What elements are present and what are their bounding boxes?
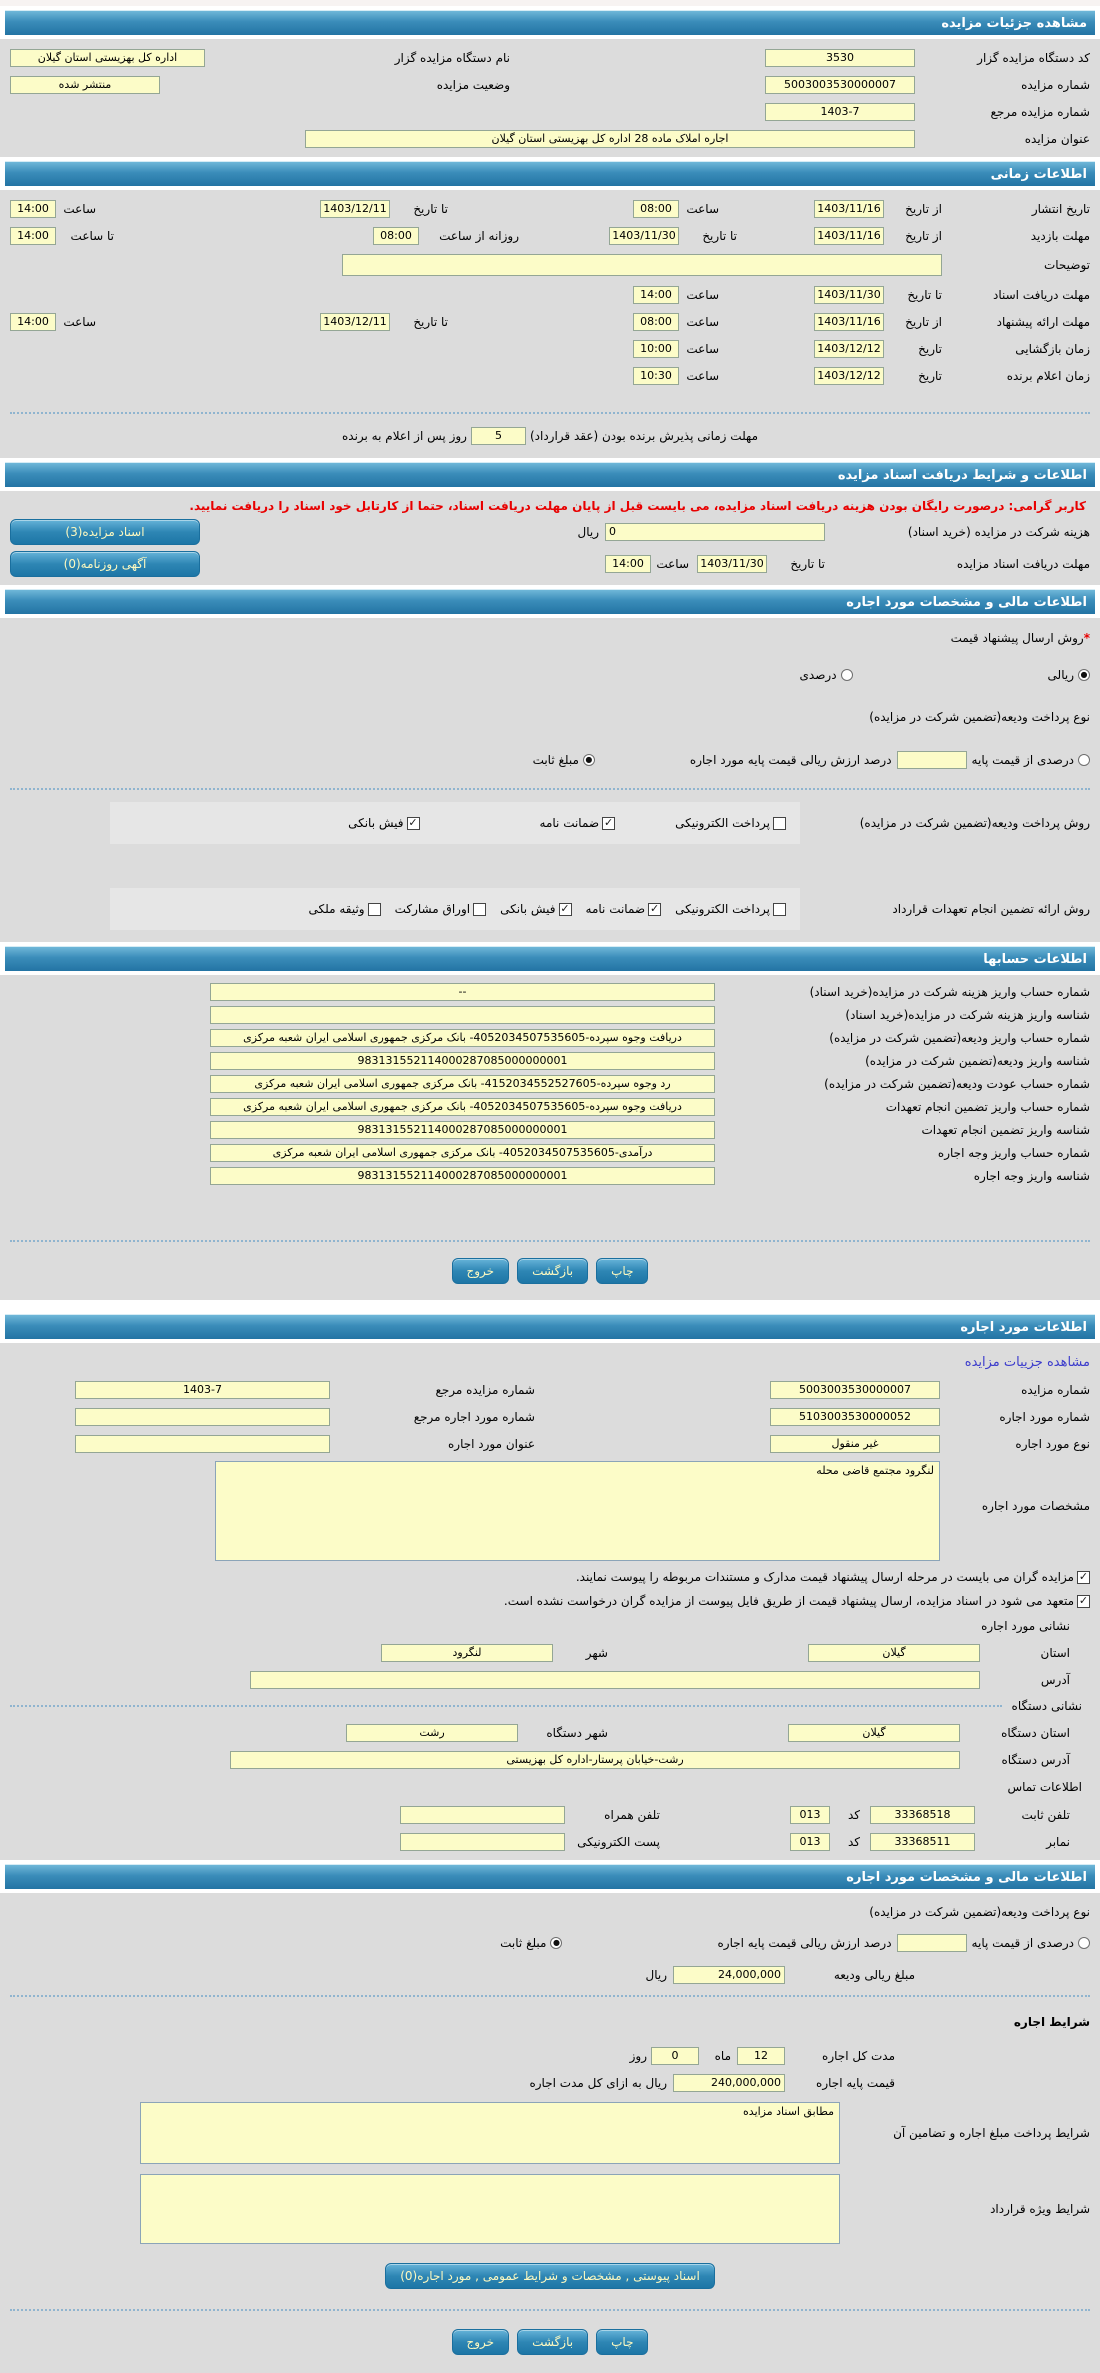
perf-bank-slip-label: فیش بانکی bbox=[500, 902, 556, 916]
agency-name-label: نام دستگاه مزایده گزار bbox=[394, 50, 510, 65]
duration-months-input[interactable]: 12 bbox=[737, 2047, 785, 2065]
from-date-label: از تاریخ bbox=[905, 228, 942, 243]
account-row-input[interactable]: 983131552114000287085000000001 bbox=[210, 1121, 715, 1139]
mobile-input[interactable] bbox=[400, 1806, 565, 1824]
account-row-label: شماره حساب واریز ودیعه(تضمین شرکت در مزایده) bbox=[829, 1030, 1090, 1045]
item-deposit-type-label: نوع پرداخت ودیعه(تضمین شرکت در مزایده) bbox=[869, 1905, 1090, 1919]
warning-text: کاربر گرامی: درصورت رایگان بودن هزینه دریافت اسناد مزایده، می بایست قبل از پایان مهلت دریافت اسناد، حتما از کارتابل خود اسناد را دریافت نمایید. bbox=[189, 499, 1086, 513]
deposit-pay-method-group bbox=[110, 802, 800, 844]
section-header-auction-details bbox=[5, 10, 1095, 35]
to-hour-label: تا ساعت bbox=[70, 228, 114, 243]
visit-to-date-input[interactable]: 1403/11/30 bbox=[609, 227, 679, 245]
account-row-input[interactable]: دریافت وجوه سپرده-4052034507535605- بانک مرکزی جمهوری اسلامی ایران شعبه مرکزی bbox=[210, 1029, 715, 1047]
ref-no-input[interactable]: 1403-7 bbox=[765, 103, 915, 121]
offer-to-time-input[interactable]: 14:00 bbox=[10, 313, 56, 331]
publish-to-time-input[interactable]: 14:00 bbox=[10, 200, 56, 218]
hour-label: ساعت bbox=[656, 557, 689, 571]
agency-city-input[interactable]: رشت bbox=[346, 1724, 518, 1742]
accounts-title: اطلاعات حسابها bbox=[983, 951, 1087, 967]
page-title: مشاهده جزئیات مزایده bbox=[941, 15, 1087, 31]
account-row bbox=[10, 1164, 1090, 1187]
province-label: استان bbox=[1040, 1645, 1070, 1660]
account-row-input[interactable]: دریافت وجوه سپرده-4052034507535605- بانک مرکزی جمهوری اسلامی ایران شعبه مرکزی bbox=[210, 1098, 715, 1116]
epay-checkbox[interactable] bbox=[773, 817, 786, 830]
percent-of-base-radio[interactable] bbox=[1078, 754, 1090, 766]
winner-label: زمان اعلام برنده bbox=[1006, 368, 1090, 383]
visit-daily-to-input[interactable]: 14:00 bbox=[10, 227, 56, 245]
duration-label: مدت کل اجاره bbox=[822, 2048, 895, 2063]
section-gap bbox=[0, 1300, 1100, 1310]
item-percent-radio[interactable] bbox=[1078, 1937, 1090, 1949]
confirm-no-file-checkbox[interactable]: ✓ bbox=[1078, 1594, 1089, 1607]
doc-deadline-time-input[interactable]: 14:00 bbox=[605, 555, 651, 573]
account-row-label: شناسه واریز تضمین انجام تعهدات bbox=[921, 1122, 1090, 1137]
item-type-label: نوع مورد اجاره bbox=[1015, 1436, 1090, 1451]
perf-epay-checkbox[interactable] bbox=[773, 903, 786, 916]
time-info-title: اطلاعات زمانی bbox=[990, 166, 1087, 182]
time-info-body bbox=[0, 190, 1100, 458]
mobile-label: تلفن همراه bbox=[604, 1807, 660, 1822]
view-auction-details-link[interactable]: مشاهده جزییات مزایده bbox=[964, 1354, 1090, 1370]
account-row-input[interactable]: درآمدی-4052034507535605- بانک مرکزی جمهوری اسلامی ایران شعبه مرکزی bbox=[210, 1144, 715, 1162]
section-doc-terms bbox=[0, 458, 1100, 491]
code-label: کد bbox=[847, 1807, 860, 1822]
item-type-input[interactable]: غیر منقول bbox=[770, 1435, 940, 1453]
accounts-body bbox=[0, 975, 1100, 1300]
base-price-input[interactable]: 240,000,000 bbox=[673, 2074, 785, 2092]
section-header-accounts bbox=[5, 946, 1095, 971]
section-header-time-info bbox=[5, 161, 1095, 186]
fax-label: نمابر bbox=[1046, 1834, 1070, 1849]
financial-info-title: اطلاعات مالی و مشخصات مورد اجاره bbox=[846, 594, 1087, 610]
offer-from-time-input[interactable]: 08:00 bbox=[633, 313, 679, 331]
percent-radio-label: درصدی bbox=[799, 668, 837, 682]
auction-details-body bbox=[0, 39, 1100, 157]
agency-code-label: کد دستگاه مزایده گزار bbox=[977, 50, 1090, 65]
city-label: شهر bbox=[585, 1645, 608, 1660]
print-button[interactable]: چاپ bbox=[596, 2329, 648, 2355]
account-row-input[interactable]: رد وجوه سپرده-4152034552527605- بانک مرکزی جمهوری اسلامی ایران شعبه مرکزی bbox=[210, 1075, 715, 1093]
agency-code-input[interactable]: 3530 bbox=[765, 49, 915, 67]
agency-province-label: استان دستگاه bbox=[1001, 1725, 1070, 1740]
agency-address-label: آدرس دستگاه bbox=[1001, 1752, 1070, 1767]
divider bbox=[10, 1705, 1002, 1707]
perf-bank-slip-checkbox[interactable]: ✓ bbox=[560, 902, 570, 915]
account-row-label: شناسه واریز وجه اجاره bbox=[973, 1168, 1090, 1183]
email-label: پست الکترونیکی bbox=[577, 1834, 660, 1849]
item-percent-of-base-label: درصدی از قیمت پایه bbox=[971, 1936, 1074, 1950]
auction-title-label: عنوان مزایده bbox=[1024, 131, 1090, 146]
exit-button[interactable]: خروج bbox=[452, 2329, 510, 2355]
newspaper-ads-button[interactable]: آگهی روزنامه(0) bbox=[10, 551, 200, 577]
status-label: وضعیت مزایده bbox=[436, 77, 510, 92]
section-header-doc-terms bbox=[5, 462, 1095, 487]
account-row bbox=[10, 1003, 1090, 1026]
item-no-input[interactable]: 5103003530000052 bbox=[770, 1408, 940, 1426]
to-date-label: تا تاریخ bbox=[702, 228, 737, 243]
hour-label: ساعت bbox=[686, 287, 719, 302]
account-row bbox=[10, 980, 1090, 1003]
item-auction-no-input[interactable]: 5003003530000007 bbox=[770, 1381, 940, 1399]
performance-guarantee-group bbox=[110, 888, 800, 930]
item-title-label: عنوان مورد اجاره bbox=[447, 1436, 535, 1451]
confirm-docs-label: مزایده گران می بایست در مرحله ارسال پیشنهاد قیمت مدارک و مستندات مربوطه را پیوست نمایند. bbox=[575, 1570, 1074, 1584]
special-terms-label: شرایط ویژه قرارداد bbox=[990, 2202, 1090, 2216]
base-price-suffix-label: ریال به ازای کل مدت اجاره bbox=[529, 2075, 667, 2090]
rial-unit-label: ریال bbox=[577, 525, 599, 539]
item-no-label: شماره مورد اجاره bbox=[999, 1409, 1090, 1424]
opening-label: زمان بازگشایی bbox=[1015, 341, 1090, 356]
price-method-label: روش ارسال پیشنهاد قیمت bbox=[950, 631, 1084, 645]
day-label: روز bbox=[629, 2048, 647, 2063]
email-input[interactable] bbox=[400, 1833, 565, 1851]
fax-input[interactable]: 33368511 bbox=[870, 1833, 975, 1851]
docs-deadline-label: مهلت دریافت اسناد bbox=[992, 287, 1090, 302]
estate-collateral-label: وثیقه ملکی bbox=[308, 902, 365, 916]
winner-time-input[interactable]: 10:30 bbox=[633, 367, 679, 385]
doc-terms-title: اطلاعات و شرایط دریافت اسناد مزایده bbox=[837, 467, 1087, 483]
phone-label: تلفن ثابت bbox=[1021, 1807, 1070, 1822]
account-row bbox=[10, 1049, 1090, 1072]
guarantee-checkbox[interactable]: ✓ bbox=[603, 816, 614, 829]
visit-from-date-input[interactable]: 1403/11/16 bbox=[814, 227, 884, 245]
status-input[interactable]: منتشر شده bbox=[10, 76, 160, 94]
perf-guarantee-label: ضمانت نامه bbox=[585, 902, 646, 916]
auction-title-input[interactable]: اجاره املاک ماده 28 اداره کل بهزیستی استان گیلان bbox=[305, 130, 915, 148]
divider bbox=[10, 2309, 1090, 2311]
rial-radio[interactable]: ● bbox=[1078, 669, 1090, 681]
percent-radio[interactable] bbox=[841, 669, 853, 681]
rial-radio-label: ریالی bbox=[1047, 668, 1074, 682]
confirm-docs-checkbox[interactable]: ✓ bbox=[1078, 1570, 1089, 1583]
account-row-input[interactable]: 983131552114000287085000000001 bbox=[210, 1167, 715, 1185]
publish-from-time-input[interactable]: 08:00 bbox=[633, 200, 679, 218]
to-date-label: تا تاریخ bbox=[790, 557, 825, 571]
special-terms-textarea[interactable] bbox=[140, 2174, 840, 2244]
attachments-button[interactable]: اسناد پیوستی , مشخصات و شرایط عمومی , مورد اجاره(0) bbox=[385, 2263, 715, 2289]
daily-from-label: روزانه از ساعت bbox=[439, 228, 519, 243]
item-fixed-label: مبلغ ثابت bbox=[500, 1936, 547, 1950]
rial-label: ریال bbox=[645, 1968, 667, 1982]
rental-item-body bbox=[0, 1343, 1100, 1860]
desc-label: توضیحات bbox=[1043, 258, 1090, 272]
hour-label: ساعت bbox=[63, 314, 96, 329]
account-row bbox=[10, 1141, 1090, 1164]
date-label: تاریخ bbox=[918, 368, 942, 383]
item-ref-input[interactable] bbox=[75, 1408, 330, 1426]
performance-guarantee-label: روش ارائه تضمین انجام تعهدات قرارداد bbox=[892, 902, 1090, 916]
deposit-type-label: نوع پرداخت ودیعه(تضمین شرکت در مزایده) bbox=[869, 710, 1090, 724]
item-title-input[interactable] bbox=[75, 1435, 330, 1453]
fax-code-input[interactable]: 013 bbox=[790, 1833, 830, 1851]
item-auction-no-label: شماره مزایده bbox=[1021, 1382, 1090, 1397]
to-date-label: تا تاریخ bbox=[413, 201, 448, 216]
visit-label: مهلت بازدید bbox=[1030, 228, 1090, 243]
bank-slip-label: فیش بانکی bbox=[348, 816, 404, 830]
divider bbox=[10, 1240, 1090, 1242]
account-row bbox=[10, 1118, 1090, 1141]
percent-suffix-label: درصد ارزش ریالی قیمت پایه مورد اجاره bbox=[689, 753, 892, 767]
agency-name-input[interactable]: اداره کل بهزیستی استان گیلان bbox=[10, 49, 205, 67]
phone-code-input[interactable]: 013 bbox=[790, 1806, 830, 1824]
from-date-label: از تاریخ bbox=[905, 201, 942, 216]
financial-info-body bbox=[0, 618, 1100, 942]
offer-to-date-input[interactable]: 1403/12/11 bbox=[320, 313, 390, 331]
exit-button[interactable]: خروج bbox=[452, 1258, 510, 1284]
item-ref-no-label: شماره مزایده مرجع bbox=[435, 1382, 535, 1397]
duration-days-input[interactable]: 0 bbox=[651, 2047, 699, 2065]
offer-label: مهلت ارائه پیشنهاد bbox=[996, 314, 1090, 329]
section-header-item-financial bbox=[5, 1864, 1095, 1889]
back-button[interactable]: بازگشت bbox=[517, 2329, 588, 2355]
from-date-label: از تاریخ bbox=[905, 314, 942, 329]
confirm-no-file-label: متعهد می شود در اسناد مزایده، ارسال پیشنهاد قیمت از طریق فایل پیوست از مزایده گران درخواست نشده است. bbox=[503, 1594, 1074, 1608]
opening-date-input[interactable]: 1403/12/12 bbox=[814, 340, 884, 358]
agency-province-input[interactable]: گیلان bbox=[788, 1724, 960, 1742]
deposit-amount-label: مبلغ ریالی ودیعه bbox=[833, 1968, 915, 1982]
hour-label: ساعت bbox=[686, 201, 719, 216]
to-date-label: تا تاریخ bbox=[907, 287, 942, 302]
publish-from-date-input[interactable]: 1403/11/16 bbox=[814, 200, 884, 218]
bonds-checkbox[interactable] bbox=[473, 903, 486, 916]
code-label: کد bbox=[847, 1834, 860, 1849]
item-fixed-radio[interactable]: ● bbox=[550, 1937, 562, 1949]
agency-address-title: نشانی دستگاه bbox=[1011, 1699, 1082, 1713]
rental-item-title: اطلاعات مورد اجاره bbox=[960, 1319, 1087, 1335]
back-button[interactable]: بازگشت bbox=[517, 1258, 588, 1284]
item-specs-textarea[interactable]: لنگرود مجتمع قاضی محله bbox=[215, 1461, 940, 1561]
account-row-label: شماره حساب واریز وجه اجاره bbox=[937, 1145, 1090, 1160]
opening-time-input[interactable]: 10:00 bbox=[633, 340, 679, 358]
publish-to-date-input[interactable]: 1403/12/11 bbox=[320, 200, 390, 218]
fee-label: هزینه شرکت در مزایده (خرید اسناد) bbox=[907, 525, 1090, 539]
account-row-label: شناسه واریز هزینه شرکت در مزایده(خرید اسناد) bbox=[845, 1007, 1090, 1022]
address-label: آدرس bbox=[1040, 1672, 1070, 1687]
accept-suffix-label: روز پس از اعلام به برنده bbox=[341, 429, 467, 443]
bonds-label: اوراق مشارکت bbox=[394, 902, 471, 916]
section-financial-info bbox=[0, 585, 1100, 618]
account-row-label: شماره حساب واریز هزینه شرکت در مزایده(خرید اسناد) bbox=[809, 984, 1090, 999]
account-row-input[interactable] bbox=[210, 1006, 715, 1024]
auction-no-label: شماره مزایده bbox=[1021, 77, 1090, 92]
item-ref-label: شماره مورد اجاره مرجع bbox=[413, 1409, 535, 1424]
section-time-info bbox=[0, 157, 1100, 190]
winner-date-input[interactable]: 1403/12/12 bbox=[814, 367, 884, 385]
account-row bbox=[10, 1095, 1090, 1118]
divider bbox=[10, 788, 1090, 790]
phone-input[interactable]: 33368518 bbox=[870, 1806, 975, 1824]
base-price-label: قیمت پایه اجاره bbox=[816, 2075, 895, 2090]
print-button[interactable]: چاپ bbox=[596, 1258, 648, 1284]
doc-terms-body bbox=[0, 491, 1100, 585]
city-input[interactable]: لنگرود bbox=[381, 1644, 553, 1662]
item-percent-suffix-label: درصد ارزش ریالی قیمت پایه اجاره bbox=[717, 1936, 892, 1950]
agency-city-label: شهر دستگاه bbox=[546, 1725, 608, 1740]
section-item-financial bbox=[0, 1860, 1100, 1893]
hour-label: ساعت bbox=[686, 368, 719, 383]
estate-collateral-checkbox[interactable] bbox=[368, 903, 381, 916]
section-header-financial-info bbox=[5, 589, 1095, 614]
item-specs-label: مشخصات مورد اجاره bbox=[981, 1499, 1090, 1513]
month-label: ماه bbox=[714, 2048, 731, 2063]
desc-input[interactable] bbox=[342, 254, 942, 276]
hour-label: ساعت bbox=[686, 314, 719, 329]
fee-input[interactable]: 0 bbox=[605, 523, 825, 541]
account-row-input[interactable]: -- bbox=[210, 983, 715, 1001]
item-address-title: نشانی مورد اجاره bbox=[981, 1619, 1070, 1633]
required-star: * bbox=[1083, 631, 1090, 645]
pay-terms-label: شرایط پرداخت مبلغ اجاره و تضامین آن bbox=[893, 2126, 1090, 2140]
ref-no-label: شماره مزایده مرجع bbox=[990, 104, 1090, 119]
deposit-amount-input[interactable]: 24,000,000 bbox=[673, 1966, 785, 1984]
fixed-amount-radio[interactable]: ● bbox=[583, 754, 595, 766]
address-input[interactable] bbox=[250, 1671, 980, 1689]
rent-terms-title: شرایط اجاره bbox=[1013, 2015, 1090, 2029]
perf-epay-label: پرداخت الکترونیکی bbox=[675, 902, 770, 916]
percent-of-base-input[interactable] bbox=[897, 751, 967, 769]
doc-deadline-label: مهلت دریافت اسناد مزایده bbox=[956, 557, 1090, 571]
agency-address-input[interactable]: رشت-خیابان پرستار-اداره کل بهزیستی bbox=[230, 1751, 960, 1769]
account-row-label: شناسه واریز ودیعه(تضمین شرکت در مزایده) bbox=[865, 1053, 1090, 1068]
percent-of-base-label: درصدی از قیمت پایه bbox=[971, 753, 1074, 767]
publish-label: تاریخ انتشار bbox=[1031, 201, 1090, 216]
divider bbox=[10, 412, 1090, 414]
item-ref-no-input[interactable]: 1403-7 bbox=[75, 1381, 330, 1399]
accept-days-input[interactable]: 5 bbox=[471, 427, 526, 445]
section-header-rental-item bbox=[5, 1314, 1095, 1339]
auction-docs-button[interactable]: اسناد مزایده(3) bbox=[10, 519, 200, 545]
docs-to-date-input[interactable]: 1403/11/30 bbox=[814, 286, 884, 304]
deposit-pay-method-label: روش پرداخت ودیعه(تضمین شرکت در مزایده) bbox=[859, 816, 1090, 830]
contact-info-title: اطلاعات تماس bbox=[1007, 1780, 1082, 1794]
section-auction-details bbox=[0, 6, 1100, 39]
fixed-amount-label: مبلغ ثابت bbox=[532, 753, 579, 767]
account-row-label: شماره حساب عودت ودیعه(تضمین شرکت در مزایده) bbox=[824, 1076, 1090, 1091]
section-rental-item bbox=[0, 1310, 1100, 1343]
section-accounts bbox=[0, 942, 1100, 975]
account-row bbox=[10, 1026, 1090, 1049]
doc-deadline-date-input[interactable]: 1403/11/30 bbox=[697, 555, 767, 573]
epay-label: پرداخت الکترونیکی bbox=[675, 816, 770, 830]
visit-daily-from-input[interactable]: 08:00 bbox=[373, 227, 419, 245]
docs-time-input[interactable]: 14:00 bbox=[633, 286, 679, 304]
date-label: تاریخ bbox=[918, 341, 942, 356]
to-date-label: تا تاریخ bbox=[413, 314, 448, 329]
hour-label: ساعت bbox=[63, 201, 96, 216]
offer-from-date-input[interactable]: 1403/11/16 bbox=[814, 313, 884, 331]
account-row bbox=[10, 1072, 1090, 1095]
guarantee-label: ضمانت نامه bbox=[539, 816, 600, 830]
auction-no-input[interactable]: 5003003530000007 bbox=[765, 76, 915, 94]
account-row-input[interactable]: 983131552114000287085000000001 bbox=[210, 1052, 715, 1070]
province-input[interactable]: گیلان bbox=[808, 1644, 980, 1662]
pay-terms-textarea[interactable]: مطابق اسناد مزایده bbox=[140, 2102, 840, 2164]
item-financial-title: اطلاعات مالی و مشخصات مورد اجاره bbox=[846, 1869, 1087, 1885]
hour-label: ساعت bbox=[686, 341, 719, 356]
bank-slip-checkbox[interactable]: ✓ bbox=[408, 816, 418, 829]
perf-guarantee-checkbox[interactable]: ✓ bbox=[649, 902, 660, 915]
item-percent-input[interactable] bbox=[897, 1934, 967, 1952]
account-row-label: شماره حساب واریز تضمین انجام تعهدات bbox=[885, 1099, 1090, 1114]
accept-deadline-label: مهلت زمانی پذیرش برنده بودن (عقد قرارداد) bbox=[529, 429, 759, 443]
divider bbox=[10, 1995, 1090, 1997]
item-financial-body bbox=[0, 1893, 1100, 2373]
